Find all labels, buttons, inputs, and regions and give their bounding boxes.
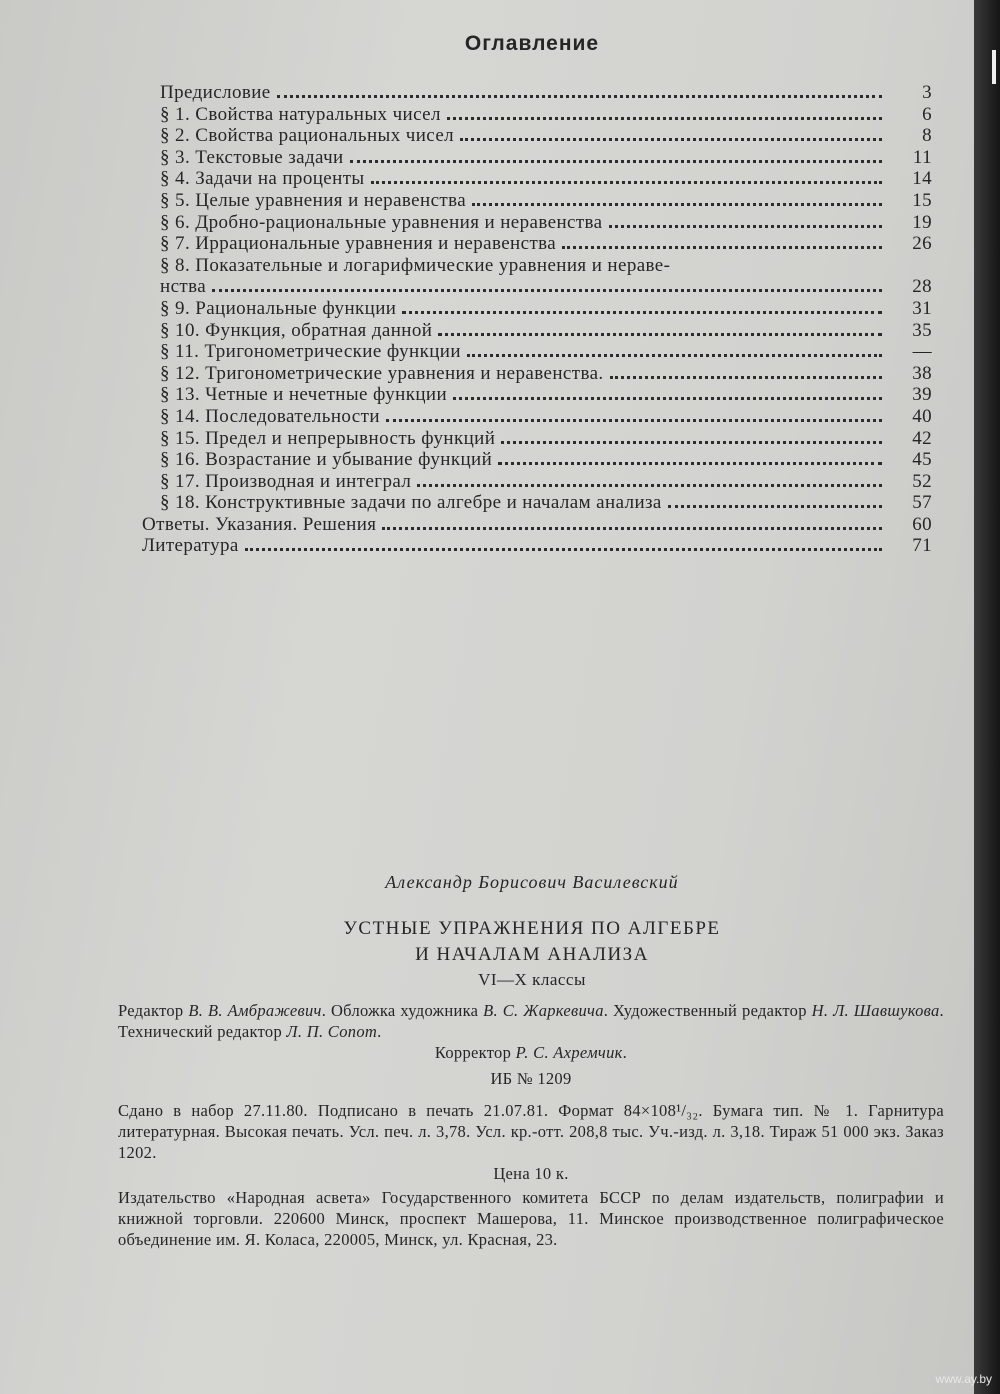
editors-credits — [118, 1000, 944, 1063]
toc-entry-page: 52 — [912, 470, 932, 492]
dot-leader — [438, 333, 882, 336]
toc-entry-page: 38 — [912, 362, 932, 384]
book-title-line-2: И НАЧАЛАМ АНАЛИЗА — [415, 944, 649, 965]
edge-mark — [992, 50, 996, 84]
price: Цена 10 к. — [493, 1164, 569, 1183]
toc-entry — [142, 212, 932, 234]
toc-entry — [142, 320, 932, 342]
toc-entry — [142, 471, 932, 493]
toc-entry-page: 8 — [922, 125, 932, 147]
toc-title: Оглавление — [464, 32, 600, 55]
dot-leader — [453, 397, 882, 400]
toc-entry-page: 60 — [912, 513, 932, 535]
dot-leader — [498, 462, 882, 465]
print-info-block — [118, 1100, 944, 1184]
credit-name: Р. С. Ахремчик — [515, 1043, 623, 1062]
toc-entry-page: — — [912, 341, 932, 363]
toc-entry-label: § 18. Конструктивные задачи по алгебре и началам анализа — [160, 492, 662, 514]
dot-leader — [472, 203, 882, 206]
grades-label: VI—X классы — [478, 970, 586, 989]
toc-entry-continuation — [142, 276, 932, 298]
toc-entry — [142, 492, 932, 514]
dot-leader — [460, 138, 882, 141]
credit-text: Корректор — [434, 1043, 516, 1062]
toc-entry-page: 14 — [912, 168, 932, 190]
toc-entry-page: 3 — [922, 82, 932, 103]
toc-entry — [142, 406, 932, 428]
page-edge-shadow — [974, 0, 1000, 1394]
toc-entry-label: § 4. Задачи на проценты — [160, 168, 365, 190]
publisher-info: Издательство «Народная асвета» Государственного комитета БССР по делам издательств, полиграфии и книжной торговли. 220600 Минск, проспект Машерова, 11. Минское производственное полиграфическое объединение им. Я. Коласа, 220005, Минск, ул. Красная, 23. — [118, 1188, 944, 1249]
dot-leader — [417, 484, 882, 487]
credit-name: В. С. Жаркевича — [483, 1001, 604, 1020]
dot-leader — [668, 505, 882, 508]
toc-entry — [142, 384, 932, 406]
dot-leader — [402, 311, 882, 314]
toc-entry-label: § 8. Показательные и логарифмические уравнения и нераве- — [160, 254, 671, 276]
toc-entry — [142, 535, 932, 557]
toc-entry — [142, 147, 932, 169]
credit-text: . — [377, 1022, 382, 1041]
dot-leader — [386, 419, 882, 422]
toc-entry-page: 11 — [912, 146, 932, 168]
author-name: Александр Борисович Василевский — [385, 872, 679, 892]
toc-entry-page: 19 — [912, 211, 932, 233]
toc-entry — [142, 341, 932, 363]
dot-leader — [350, 160, 882, 163]
book-title-line-1: УСТНЫЕ УПРАЖНЕНИЯ ПО АЛГЕБРЕ — [343, 918, 721, 939]
toc-entry-label: § 14. Последовательности — [160, 405, 380, 427]
toc-entry-page: 6 — [922, 103, 932, 125]
toc-entry-label: § 9. Рациональные функции — [160, 297, 397, 319]
toc-entry-page: 26 — [912, 233, 932, 255]
dot-leader — [562, 246, 882, 249]
toc-entry-label: Предисловие — [160, 82, 271, 103]
toc-entry-label-continuation: нства — [160, 276, 207, 298]
toc-entry-label: § 1. Свойства натуральных чисел — [160, 103, 441, 125]
toc-entry-label: § 3. Текстовые задачи — [160, 146, 344, 168]
credit-text: Редактор — [118, 1001, 189, 1020]
table-of-contents — [142, 82, 932, 557]
dot-leader — [382, 527, 882, 530]
toc-entry-label: § 7. Иррациональные уравнения и неравенства — [160, 233, 557, 255]
toc-entry-label: § 2. Свойства рациональных чисел — [160, 125, 455, 147]
toc-entry-label: § 10. Функция, обратная данной — [160, 319, 433, 341]
dot-leader — [610, 376, 882, 379]
credit-text: . Художественный редактор — [603, 1001, 812, 1020]
toc-entry-label: Литература — [142, 535, 239, 557]
ib-number: ИБ № 1209 — [490, 1069, 572, 1088]
watermark: www.ay.by — [935, 1372, 992, 1386]
toc-entry-page: 42 — [912, 427, 932, 449]
toc-entry — [142, 514, 932, 536]
dot-leader — [277, 95, 882, 98]
dot-leader — [501, 441, 882, 444]
print-info: Сдано в набор 27.11.80. Подписано в печать 21.07.81. Формат 84×108¹/₃₂. Бумага тип. № 1. Гарнитура литературная. Высокая печать. Усл. печ. л. 3,78. Усл. кр.-отт. 208,8 тыс. Уч.-изд. л. 3,18. Тираж 51 000 экз. Заказ 1202. — [118, 1101, 944, 1162]
toc-entry — [142, 104, 932, 126]
toc-entry-page: 57 — [912, 492, 932, 514]
dot-leader — [371, 181, 882, 184]
dot-leader — [245, 548, 882, 551]
toc-entry-label: § 17. Производная и интеграл — [160, 470, 412, 492]
toc-entry-page: 71 — [912, 535, 932, 557]
dot-leader — [609, 225, 882, 228]
toc-entry — [142, 82, 932, 104]
toc-entry-label: § 16. Возрастание и убывание функций — [160, 449, 493, 471]
credit-name: В. В. Амбражевич — [188, 1001, 322, 1020]
toc-entry — [142, 363, 932, 385]
toc-entry-label: § 5. Целые уравнения и неравенства — [160, 189, 467, 211]
toc-entry-page: 31 — [912, 297, 932, 319]
credit-name: Л. П. Сопот — [286, 1022, 378, 1041]
toc-entry — [142, 233, 932, 255]
toc-entry — [142, 298, 932, 320]
dot-leader — [447, 117, 882, 120]
toc-entry — [142, 449, 932, 471]
toc-entry — [142, 255, 932, 277]
credit-text: . — [622, 1043, 628, 1062]
toc-entry — [142, 190, 932, 212]
toc-entry-label: § 11. Тригонометрические функции — [160, 341, 461, 363]
toc-entry — [142, 428, 932, 450]
toc-entry-page: 15 — [912, 189, 932, 211]
credit-name: Н. Л. Шавшукова — [811, 1001, 940, 1020]
toc-entry-page: 28 — [912, 276, 932, 298]
dot-leader — [467, 354, 882, 357]
toc-entry-page: 40 — [912, 405, 932, 427]
toc-entry-label: § 13. Четные и нечетные функции — [160, 384, 448, 406]
toc-entry-label: § 6. Дробно-рациональные уравнения и неравенства — [160, 211, 603, 233]
toc-entry-label: § 15. Предел и непрерывность функций — [160, 427, 496, 449]
credit-text: . Технический редактор — [118, 1001, 944, 1041]
toc-entry-label: Ответы. Указания. Решения — [142, 513, 377, 535]
toc-entry — [142, 168, 932, 190]
toc-entry-page: 45 — [912, 449, 932, 471]
toc-entry-page: 35 — [912, 319, 932, 341]
toc-entry-page: 39 — [912, 384, 932, 406]
toc-entry — [142, 125, 932, 147]
toc-entry-label: § 12. Тригонометрические уравнения и неравенства. — [160, 362, 604, 384]
ib-number-block — [118, 1068, 944, 1089]
dot-leader — [212, 289, 882, 292]
credit-text: . Обложка художника — [321, 1001, 484, 1020]
